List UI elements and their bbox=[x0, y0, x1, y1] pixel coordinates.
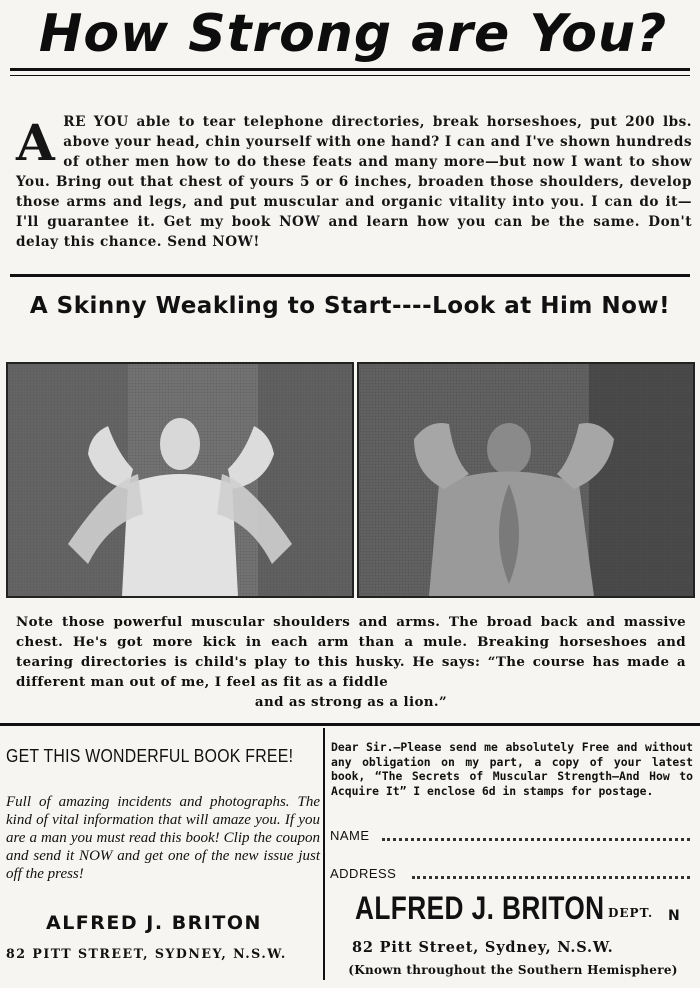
intro-paragraph bbox=[16, 112, 692, 252]
skinny-man-flexing-image bbox=[8, 364, 352, 596]
caption-text: Note those powerful muscular shoulders and arms. The broad back and massive chest. He's got more kick in each arm than a mule. Breaking horseshoes and tearing directories is child's play to this husky. He says: “The course has made a different man out of me, I feel as fit as a fiddle bbox=[16, 614, 686, 690]
caption-last-line: and as strong as a lion.” bbox=[254, 694, 448, 710]
sender-name: ALFRED J. BRITON bbox=[355, 890, 605, 926]
subheading: A Skinny Weakling to Start----Look at Him Now! bbox=[29, 293, 671, 319]
coupon-rule bbox=[0, 723, 700, 726]
address-field-label: ADDRESS bbox=[330, 866, 397, 881]
coupon-request-text: Dear Sir.—Please send me absolutely Free and without any obligation on my part, a copy of your latest book, “The Secrets of Muscular Strength—And How to Acquire It” I enclose 6d in stamps for postage. bbox=[331, 740, 693, 798]
headline-rule bbox=[10, 68, 690, 71]
headline: How Strong are You? bbox=[38, 4, 668, 64]
sender-note: (Known throughout the Southern Hemisphere) bbox=[348, 963, 678, 977]
drop-cap: A bbox=[16, 113, 56, 172]
section-rule bbox=[10, 274, 690, 277]
dept-letter: N bbox=[668, 908, 680, 924]
book-blurb: Full of amazing incidents and photographs. The kind of vital information that will amaze you. If you are a man you must read this book! Clip the coupon and send it NOW and get one of the new issue just off the press! bbox=[6, 794, 320, 882]
dept-label: DEPT. bbox=[608, 906, 654, 920]
name-field-label: NAME bbox=[330, 828, 370, 843]
before-photo bbox=[6, 362, 354, 598]
free-book-heading: GET THIS WONDERFUL BOOK FREE! bbox=[6, 746, 294, 766]
name-field[interactable] bbox=[382, 838, 690, 841]
author-address: 82 PITT STREET, SYDNEY, N.S.W. bbox=[6, 946, 287, 961]
muscular-man-flexing-image bbox=[359, 364, 693, 596]
sender-address: 82 Pitt Street, Sydney, N.S.W. bbox=[352, 939, 614, 956]
intro-text: RE YOU able to tear telephone directories, break horseshoes, put 200 lbs. above your head, chin yourself with one hand? I can and I've shown hundreds of other men how to do these feats and many more—but now I want to show You. Bring out that chest of yours 5 or 6 inches, broaden those shoulders, develop those arms and legs, and put muscular and organic vitality into you. I can do it—I'll guarantee it. Get my book NOW and learn how you can be the same. Don't delay this chance. Send NOW! bbox=[16, 114, 692, 250]
after-photo bbox=[357, 362, 695, 598]
address-field[interactable] bbox=[412, 876, 690, 879]
photo-caption bbox=[16, 612, 686, 712]
headline-rule-thin bbox=[10, 75, 690, 76]
author-name: ALFRED J. BRITON bbox=[46, 912, 262, 934]
coupon-divider bbox=[323, 728, 325, 980]
